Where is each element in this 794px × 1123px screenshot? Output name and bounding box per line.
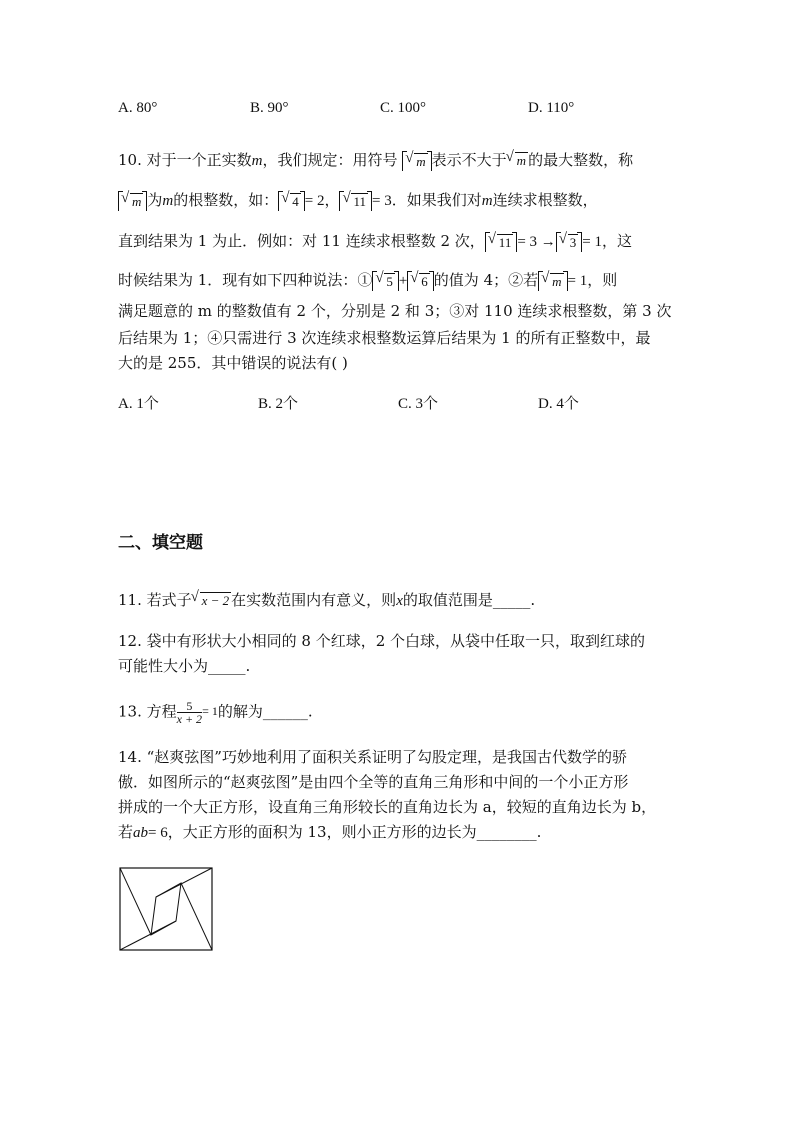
- q9-option-d: D. 110°: [528, 100, 575, 116]
- q13-text: = 1: [202, 704, 218, 718]
- q10-option-d: D. 4个: [538, 396, 579, 412]
- q10-text: = 1，则: [567, 273, 618, 289]
- q14-line-4: [118, 821, 541, 844]
- q10-text: 的值为 4；②若: [433, 271, 539, 289]
- q9-option-b: B. 90°: [250, 100, 289, 116]
- q11: [118, 589, 535, 612]
- q9-option-a: A. 80°: [118, 100, 158, 116]
- var-ab: ab: [133, 825, 149, 841]
- q10-line-5: 满足题意的 m 的整数值有 2 个，分别是 2 和 3；③对 110 连续求根整数，第 3 次: [118, 302, 672, 320]
- floor-root-4: √ 4: [278, 191, 305, 211]
- q11-text: 在实数范围内有意义，则: [231, 591, 397, 609]
- q9-option-c: C. 100°: [380, 100, 427, 116]
- q13: [118, 700, 313, 725]
- q12-line-2: 可能性大小为_____.: [118, 657, 251, 675]
- var-x: x: [396, 593, 403, 609]
- q10-text: 为: [147, 191, 163, 209]
- q10-text: = 2，: [304, 193, 340, 209]
- var-m: m: [162, 193, 174, 209]
- floor-root-m: √ m: [118, 191, 147, 211]
- q10-line-7: 大的是 255．其中错误的说法有( ): [118, 354, 348, 372]
- numerator: 5: [177, 700, 202, 713]
- q10-option-b: B. 2个: [258, 396, 299, 412]
- var-m: m: [481, 193, 493, 209]
- zhao-shuang-diagram: [118, 866, 214, 952]
- q10-line-2: [118, 189, 598, 212]
- q10-text: = 1，这: [582, 234, 633, 250]
- var-m: m: [251, 153, 263, 169]
- outer-square: [120, 868, 212, 950]
- q10-text: +: [398, 273, 408, 289]
- root-m: √ m: [515, 152, 528, 168]
- floor-root-3: √ 3: [556, 232, 583, 252]
- fraction: [177, 700, 202, 725]
- q14-line-3: 拼成的一个大正方形，设直角三角形较长的直角边长为 a，较短的直角边长为 b，: [118, 798, 657, 816]
- q14-text: = 6: [148, 825, 168, 841]
- q10-text: 连续求根整数，: [492, 191, 598, 209]
- triangle-edge: [120, 868, 151, 935]
- q10-text: 表示不大于: [431, 151, 507, 169]
- q10-text: = 3．如果我们对: [372, 193, 482, 209]
- q10-text: 直到结果为 1 为止．例如：对 11 连续求根整数 2 次，: [118, 232, 485, 250]
- floor-root-11: √ 11: [485, 232, 518, 252]
- q10-text: 的最大整数，称: [528, 151, 634, 169]
- floor-root-m: √ m: [402, 151, 431, 171]
- q11-text: 11. 若式子: [118, 591, 192, 609]
- floor-root-6: √ 6: [407, 271, 434, 291]
- q10-option-a: A. 1个: [118, 396, 159, 412]
- denominator: x + 2: [176, 712, 203, 726]
- q13-text: 的解为______.: [217, 702, 313, 721]
- q13-text: 13. 方程: [118, 702, 177, 721]
- q14-text: ，大正方形的面积为 13，则小正方形的边长为________.: [167, 823, 542, 841]
- q14-line-1: 14. “赵爽弦图”巧妙地利用了面积关系证明了勾股定理，是我国古代数学的骄: [118, 748, 627, 766]
- q10-option-c: C. 3个: [398, 396, 439, 412]
- q14-text: 若: [118, 823, 134, 841]
- q10-text: 10. 对于一个正实数: [118, 151, 252, 169]
- floor-root-m: √ m: [538, 271, 567, 291]
- inner-square: [151, 883, 181, 935]
- triangle-edge: [181, 883, 212, 950]
- floor-root-5: √ 5: [372, 271, 399, 291]
- q10-text: ，我们规定：用符号: [262, 151, 398, 169]
- q10-line-6: 后结果为 1；④只需进行 3 次连续求根整数运算后结果为 1 的所有正整数中，最: [118, 329, 651, 347]
- q10-line-1: [118, 149, 633, 172]
- floor-root-11: √ 11: [339, 191, 372, 211]
- q10-line-4: [118, 269, 617, 292]
- q11-text: 的取值范围是_____.: [402, 591, 536, 609]
- root-x-minus-2: √ x − 2: [200, 592, 232, 608]
- q10-text: = 3 →: [517, 234, 556, 250]
- section-title: 二、填空题: [118, 533, 203, 553]
- q12-line-1: 12. 袋中有形状大小相同的 8 个红球，2 个白球，从袋中任取一只，取到红球的: [118, 632, 646, 650]
- q10-text: 的根整数，如：: [173, 191, 279, 209]
- q10-line-3: [118, 230, 632, 253]
- q14-line-2: 傲．如图所示的“赵爽弦图”是由四个全等的直角三角形和中间的一个小正方形: [118, 773, 629, 791]
- q10-text: 时候结果为 1．现有如下四种说法：①: [118, 271, 373, 289]
